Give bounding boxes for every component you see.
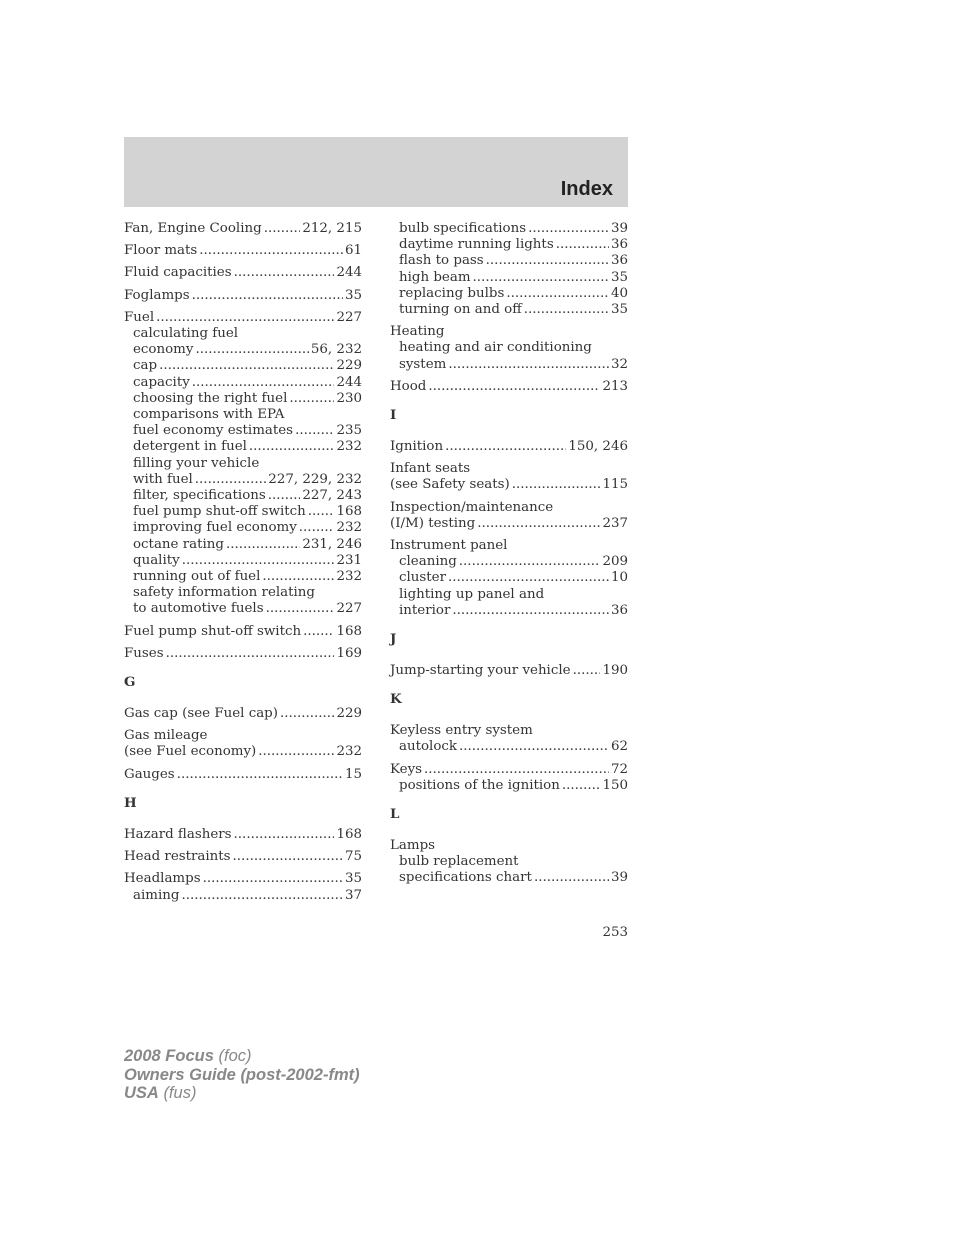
dot-leader — [459, 739, 609, 755]
index-section-letter: I — [390, 407, 397, 424]
index-subentry-line — [124, 601, 362, 617]
index-subentry-line — [124, 504, 362, 520]
index-entry-line — [124, 288, 362, 304]
index-subentry-line — [390, 739, 628, 755]
dot-leader — [199, 243, 343, 259]
page-title: Index — [560, 178, 613, 200]
dot-leader — [299, 520, 335, 536]
page-reference: 35 — [344, 287, 362, 303]
index-column-left — [124, 221, 362, 910]
entry-text: (see Fuel economy) — [124, 744, 257, 760]
entry-text: quality — [133, 552, 180, 568]
index-entry-line — [124, 221, 362, 237]
index-entry-line — [390, 516, 628, 532]
entry-text: specifications chart — [399, 870, 532, 886]
index-entry-line — [390, 439, 628, 455]
page-reference: 36 — [610, 253, 628, 269]
dot-leader — [280, 706, 334, 722]
page-reference: 35 — [344, 871, 362, 887]
entry-text: Fuel — [124, 309, 155, 325]
index-subentry-line — [124, 407, 362, 423]
dot-leader — [506, 286, 609, 302]
dot-leader — [182, 553, 335, 569]
footer-model: 2008 Focus — [124, 1047, 214, 1065]
index-entry — [390, 663, 628, 679]
entry-text: high beam — [399, 269, 471, 285]
index-subentry-line — [390, 554, 628, 570]
index-subentry-line — [390, 570, 628, 586]
entry-text: Keys — [390, 761, 423, 777]
index-entry — [390, 221, 628, 318]
index-section-letter: H — [124, 794, 137, 811]
page-reference: 168 — [336, 826, 362, 842]
index-subentry-line — [390, 357, 628, 373]
dot-leader — [258, 744, 334, 760]
page-reference: 232 — [336, 569, 362, 585]
entry-text: Ignition — [390, 439, 444, 455]
entry-text: filter, specifications — [133, 488, 266, 504]
page-reference: 169 — [336, 645, 362, 661]
index-subentry-line — [124, 423, 362, 439]
dot-leader — [448, 570, 609, 586]
index-subentry-line — [390, 587, 628, 603]
entry-text: replacing bulbs — [399, 285, 505, 301]
index-entry — [390, 538, 628, 619]
entry-text: interior — [399, 602, 451, 618]
page-reference: 150, 246 — [568, 439, 628, 455]
page-reference: 150 — [602, 777, 628, 793]
index-entry — [390, 324, 628, 373]
index-entry-line — [390, 838, 628, 854]
entry-text: calculating fuel — [133, 326, 239, 342]
dot-leader — [195, 472, 267, 488]
entry-text: Instrument panel — [390, 538, 508, 554]
index-entry — [124, 728, 362, 760]
dot-leader — [195, 342, 308, 358]
entry-text: Hood — [390, 378, 427, 394]
dot-leader — [303, 624, 334, 640]
index-subentry-line — [124, 342, 362, 358]
dot-leader — [308, 504, 335, 520]
dot-leader — [233, 849, 343, 865]
index-entry — [124, 243, 362, 259]
index-subentry-line — [124, 585, 362, 601]
entry-text: Foglamps — [124, 287, 190, 303]
entry-text: fuel economy estimates — [133, 423, 294, 439]
page-reference: 72 — [610, 761, 628, 777]
page-reference: 209 — [602, 554, 628, 570]
dot-leader — [192, 375, 335, 391]
index-entry-line — [390, 461, 628, 477]
dot-leader — [203, 871, 343, 887]
dot-leader — [452, 603, 609, 619]
index-entry-line — [124, 767, 362, 783]
entry-text: Gauges — [124, 766, 175, 782]
page-reference: 40 — [610, 285, 628, 301]
page-reference: 10 — [610, 570, 628, 586]
index-entry — [124, 767, 362, 783]
entry-text: Fuses — [124, 645, 164, 661]
index-subentry-line — [390, 270, 628, 286]
dot-leader — [289, 391, 334, 407]
index-entry-line — [390, 538, 628, 554]
entry-text: bulb replacement — [399, 854, 519, 870]
index-entry — [124, 849, 362, 865]
page-reference: 227, 229, 232 — [268, 471, 362, 487]
entry-text: Fan, Engine Cooling — [124, 221, 262, 236]
entry-text: Lamps — [390, 838, 436, 854]
page-reference: 232 — [336, 744, 362, 760]
index-entry — [124, 706, 362, 722]
entry-text: choosing the right fuel — [133, 390, 288, 406]
page-reference: 15 — [344, 766, 362, 782]
index-subentry-line — [390, 221, 628, 237]
page-reference: 227 — [336, 601, 362, 617]
index-subentry-line — [390, 237, 628, 253]
index-subentry-line — [124, 326, 362, 342]
entry-text: economy — [133, 342, 194, 358]
page-reference: 62 — [610, 739, 628, 755]
dot-leader — [192, 288, 343, 304]
entry-text: bulb specifications — [399, 221, 527, 236]
footer-model-code: (foc) — [218, 1047, 252, 1065]
index-entry — [390, 762, 628, 794]
entry-text: Gas mileage — [124, 728, 208, 744]
index-subentry-line — [124, 569, 362, 585]
entry-text: (see Safety seats) — [390, 477, 510, 493]
page-reference: 35 — [610, 269, 628, 285]
page-reference: 231, 246 — [302, 536, 362, 552]
dot-leader — [424, 762, 609, 778]
dot-leader — [166, 646, 335, 662]
index-subentry-line — [390, 340, 628, 356]
page-reference: 190 — [602, 663, 628, 679]
page-reference: 229 — [336, 358, 362, 374]
index-section-letter: J — [390, 631, 397, 648]
index-subentry-line — [124, 537, 362, 553]
dot-leader — [249, 439, 335, 455]
page-reference: 36 — [610, 602, 628, 618]
index-entry-line — [124, 728, 362, 744]
entry-text: system — [399, 356, 447, 372]
index-subentry-line — [124, 439, 362, 455]
footer-line-1 — [124, 1047, 360, 1066]
page-reference: 237 — [602, 515, 628, 531]
entry-text: improving fuel economy — [133, 520, 297, 536]
index-subentry-line — [390, 253, 628, 269]
index-subentry-line — [124, 375, 362, 391]
index-entry — [124, 624, 362, 640]
dot-leader — [181, 888, 343, 904]
index-entry — [390, 439, 628, 455]
page-reference: 232 — [336, 439, 362, 455]
entry-text: (I/M) testing — [390, 515, 476, 531]
entry-text: Heating — [390, 324, 445, 340]
page-reference: 39 — [610, 870, 628, 886]
dot-leader — [573, 663, 601, 679]
entry-text: Keyless entry system — [390, 723, 533, 739]
dot-leader — [159, 358, 334, 374]
page-reference: 212, 215 — [302, 221, 362, 236]
index-entry-line — [390, 723, 628, 739]
dot-leader — [524, 302, 609, 318]
entry-text: Inspection/maintenance — [390, 499, 554, 515]
page-reference: 75 — [344, 849, 362, 865]
entry-text: capacity — [133, 374, 190, 390]
index-entry-line — [390, 762, 628, 778]
index-entry — [124, 221, 362, 237]
dot-leader — [477, 516, 600, 532]
page-reference: 115 — [602, 477, 628, 493]
dot-leader — [234, 265, 335, 281]
entry-text: Headlamps — [124, 871, 201, 887]
index-entry — [124, 265, 362, 281]
index-entry-line — [124, 849, 362, 865]
dot-leader — [156, 310, 334, 326]
index-entry — [390, 500, 628, 532]
entry-text: Jump-starting your vehicle — [390, 663, 571, 679]
dot-leader — [562, 778, 601, 794]
index-entry — [124, 288, 362, 304]
index-entry-line — [390, 379, 628, 395]
index-entry — [124, 646, 362, 662]
index-entry — [124, 871, 362, 903]
dot-leader — [486, 253, 609, 269]
dot-leader — [264, 221, 301, 237]
footer-line-2 — [124, 1066, 360, 1085]
page-reference: 232 — [336, 520, 362, 536]
index-subentry-line — [390, 286, 628, 302]
entry-text: running out of fuel — [133, 569, 261, 585]
index-subentry-line — [124, 456, 362, 472]
index-subentry-line — [390, 870, 628, 886]
index-entry-line — [124, 646, 362, 662]
index-entry-line — [124, 243, 362, 259]
entry-text: flash to pass — [399, 253, 484, 269]
entry-text: safety information relating — [133, 585, 316, 601]
page-reference: 230 — [336, 390, 362, 406]
dot-leader — [448, 357, 609, 373]
page-reference: 231 — [336, 552, 362, 568]
entry-text: positions of the ignition — [399, 777, 560, 793]
entry-text: Infant seats — [390, 461, 471, 477]
dot-leader — [226, 537, 300, 553]
footer-market: USA — [124, 1084, 159, 1102]
page-header — [124, 137, 628, 207]
dot-leader — [266, 601, 335, 617]
page-reference: 168 — [336, 504, 362, 520]
entry-text: lighting up panel and — [399, 586, 545, 602]
entry-text: cap — [133, 358, 158, 374]
dot-leader — [177, 767, 343, 783]
page-reference: 37 — [344, 887, 362, 903]
footer-market-code: (fus) — [163, 1084, 197, 1102]
page-reference: 244 — [336, 374, 362, 390]
entry-text: Floor mats — [124, 243, 198, 259]
page-reference: 56, 232 — [310, 342, 362, 358]
index-entry-line — [124, 265, 362, 281]
entry-text: aiming — [133, 887, 180, 903]
dot-leader — [528, 221, 609, 237]
index-entry-line — [124, 624, 362, 640]
dot-leader — [295, 423, 334, 439]
index-entry-line — [124, 827, 362, 843]
index-entry-line — [124, 744, 362, 760]
page-reference: 36 — [610, 237, 628, 253]
entry-text: octane rating — [133, 536, 224, 552]
page-reference: 244 — [336, 265, 362, 281]
page-reference: 39 — [610, 221, 628, 236]
index-subentry-line — [124, 472, 362, 488]
index-entry-line — [124, 871, 362, 887]
index-entry-line — [390, 500, 628, 516]
index-subentry-line — [390, 778, 628, 794]
entry-text: Head restraints — [124, 849, 231, 865]
index-entry — [390, 379, 628, 395]
entry-text: with fuel — [133, 471, 193, 487]
entry-text: autolock — [399, 739, 458, 755]
footer-line-3 — [124, 1084, 360, 1103]
entry-text: cleaning — [399, 554, 457, 570]
dot-leader — [512, 477, 601, 493]
dot-leader — [268, 488, 301, 504]
page-reference: 32 — [610, 356, 628, 372]
entry-text: fuel pump shut-off switch — [133, 504, 306, 520]
index-entry — [124, 827, 362, 843]
dot-leader — [473, 270, 609, 286]
footer-guide: Owners Guide (post-2002-fmt) — [124, 1065, 360, 1084]
index-subentry-line — [124, 553, 362, 569]
footer — [124, 1047, 360, 1103]
page-reference: 229 — [336, 706, 362, 722]
index-subentry-line — [124, 391, 362, 407]
page-reference: 227 — [336, 309, 362, 325]
dot-leader — [428, 379, 600, 395]
index-subentry-line — [390, 302, 628, 318]
page-reference: 227, 243 — [302, 488, 362, 504]
entry-text: Fuel pump shut-off switch — [124, 623, 302, 639]
entry-text: daytime running lights — [399, 237, 554, 253]
index-entry — [124, 310, 362, 618]
index-entry-line — [390, 663, 628, 679]
index-subentry-line — [390, 854, 628, 870]
entry-text: filling your vehicle — [133, 455, 260, 471]
index-entry — [390, 461, 628, 493]
entry-text: cluster — [399, 570, 446, 586]
index-entry-line — [124, 706, 362, 722]
index-entry — [390, 723, 628, 755]
entry-text: heating and air conditioning — [399, 340, 592, 356]
index-entry — [390, 838, 628, 887]
index-subentry-line — [390, 603, 628, 619]
index-column-right — [390, 221, 628, 893]
dot-leader — [459, 554, 601, 570]
index-entry-line — [390, 324, 628, 340]
page-reference: 235 — [336, 423, 362, 439]
entry-text: turning on and off — [399, 302, 522, 318]
dot-leader — [234, 827, 335, 843]
index-subentry-line — [124, 358, 362, 374]
dot-leader — [556, 237, 609, 253]
page-reference: 35 — [610, 302, 628, 318]
page-reference: 213 — [602, 378, 628, 394]
index-subentry-line — [124, 888, 362, 904]
index-section-letter: L — [390, 806, 400, 823]
entry-text: Gas cap (see Fuel cap) — [124, 706, 278, 722]
page-reference: 61 — [344, 243, 362, 259]
index-subentry-line — [124, 488, 362, 504]
entry-text: Fluid capacities — [124, 265, 232, 281]
index-section-letter: K — [390, 691, 402, 708]
page-reference: 168 — [336, 623, 362, 639]
entry-text: comparisons with EPA — [133, 407, 285, 423]
entry-text: Hazard flashers — [124, 826, 232, 842]
dot-leader — [262, 569, 334, 585]
entry-text: detergent in fuel — [133, 439, 247, 455]
page-number: 253 — [602, 925, 628, 940]
index-subentry-line — [124, 520, 362, 536]
dot-leader — [445, 439, 566, 455]
dot-leader — [534, 870, 609, 886]
index-entry-line — [124, 310, 362, 326]
index-section-letter: G — [124, 674, 136, 691]
index-entry-line — [390, 477, 628, 493]
entry-text: to automotive fuels — [133, 601, 264, 617]
